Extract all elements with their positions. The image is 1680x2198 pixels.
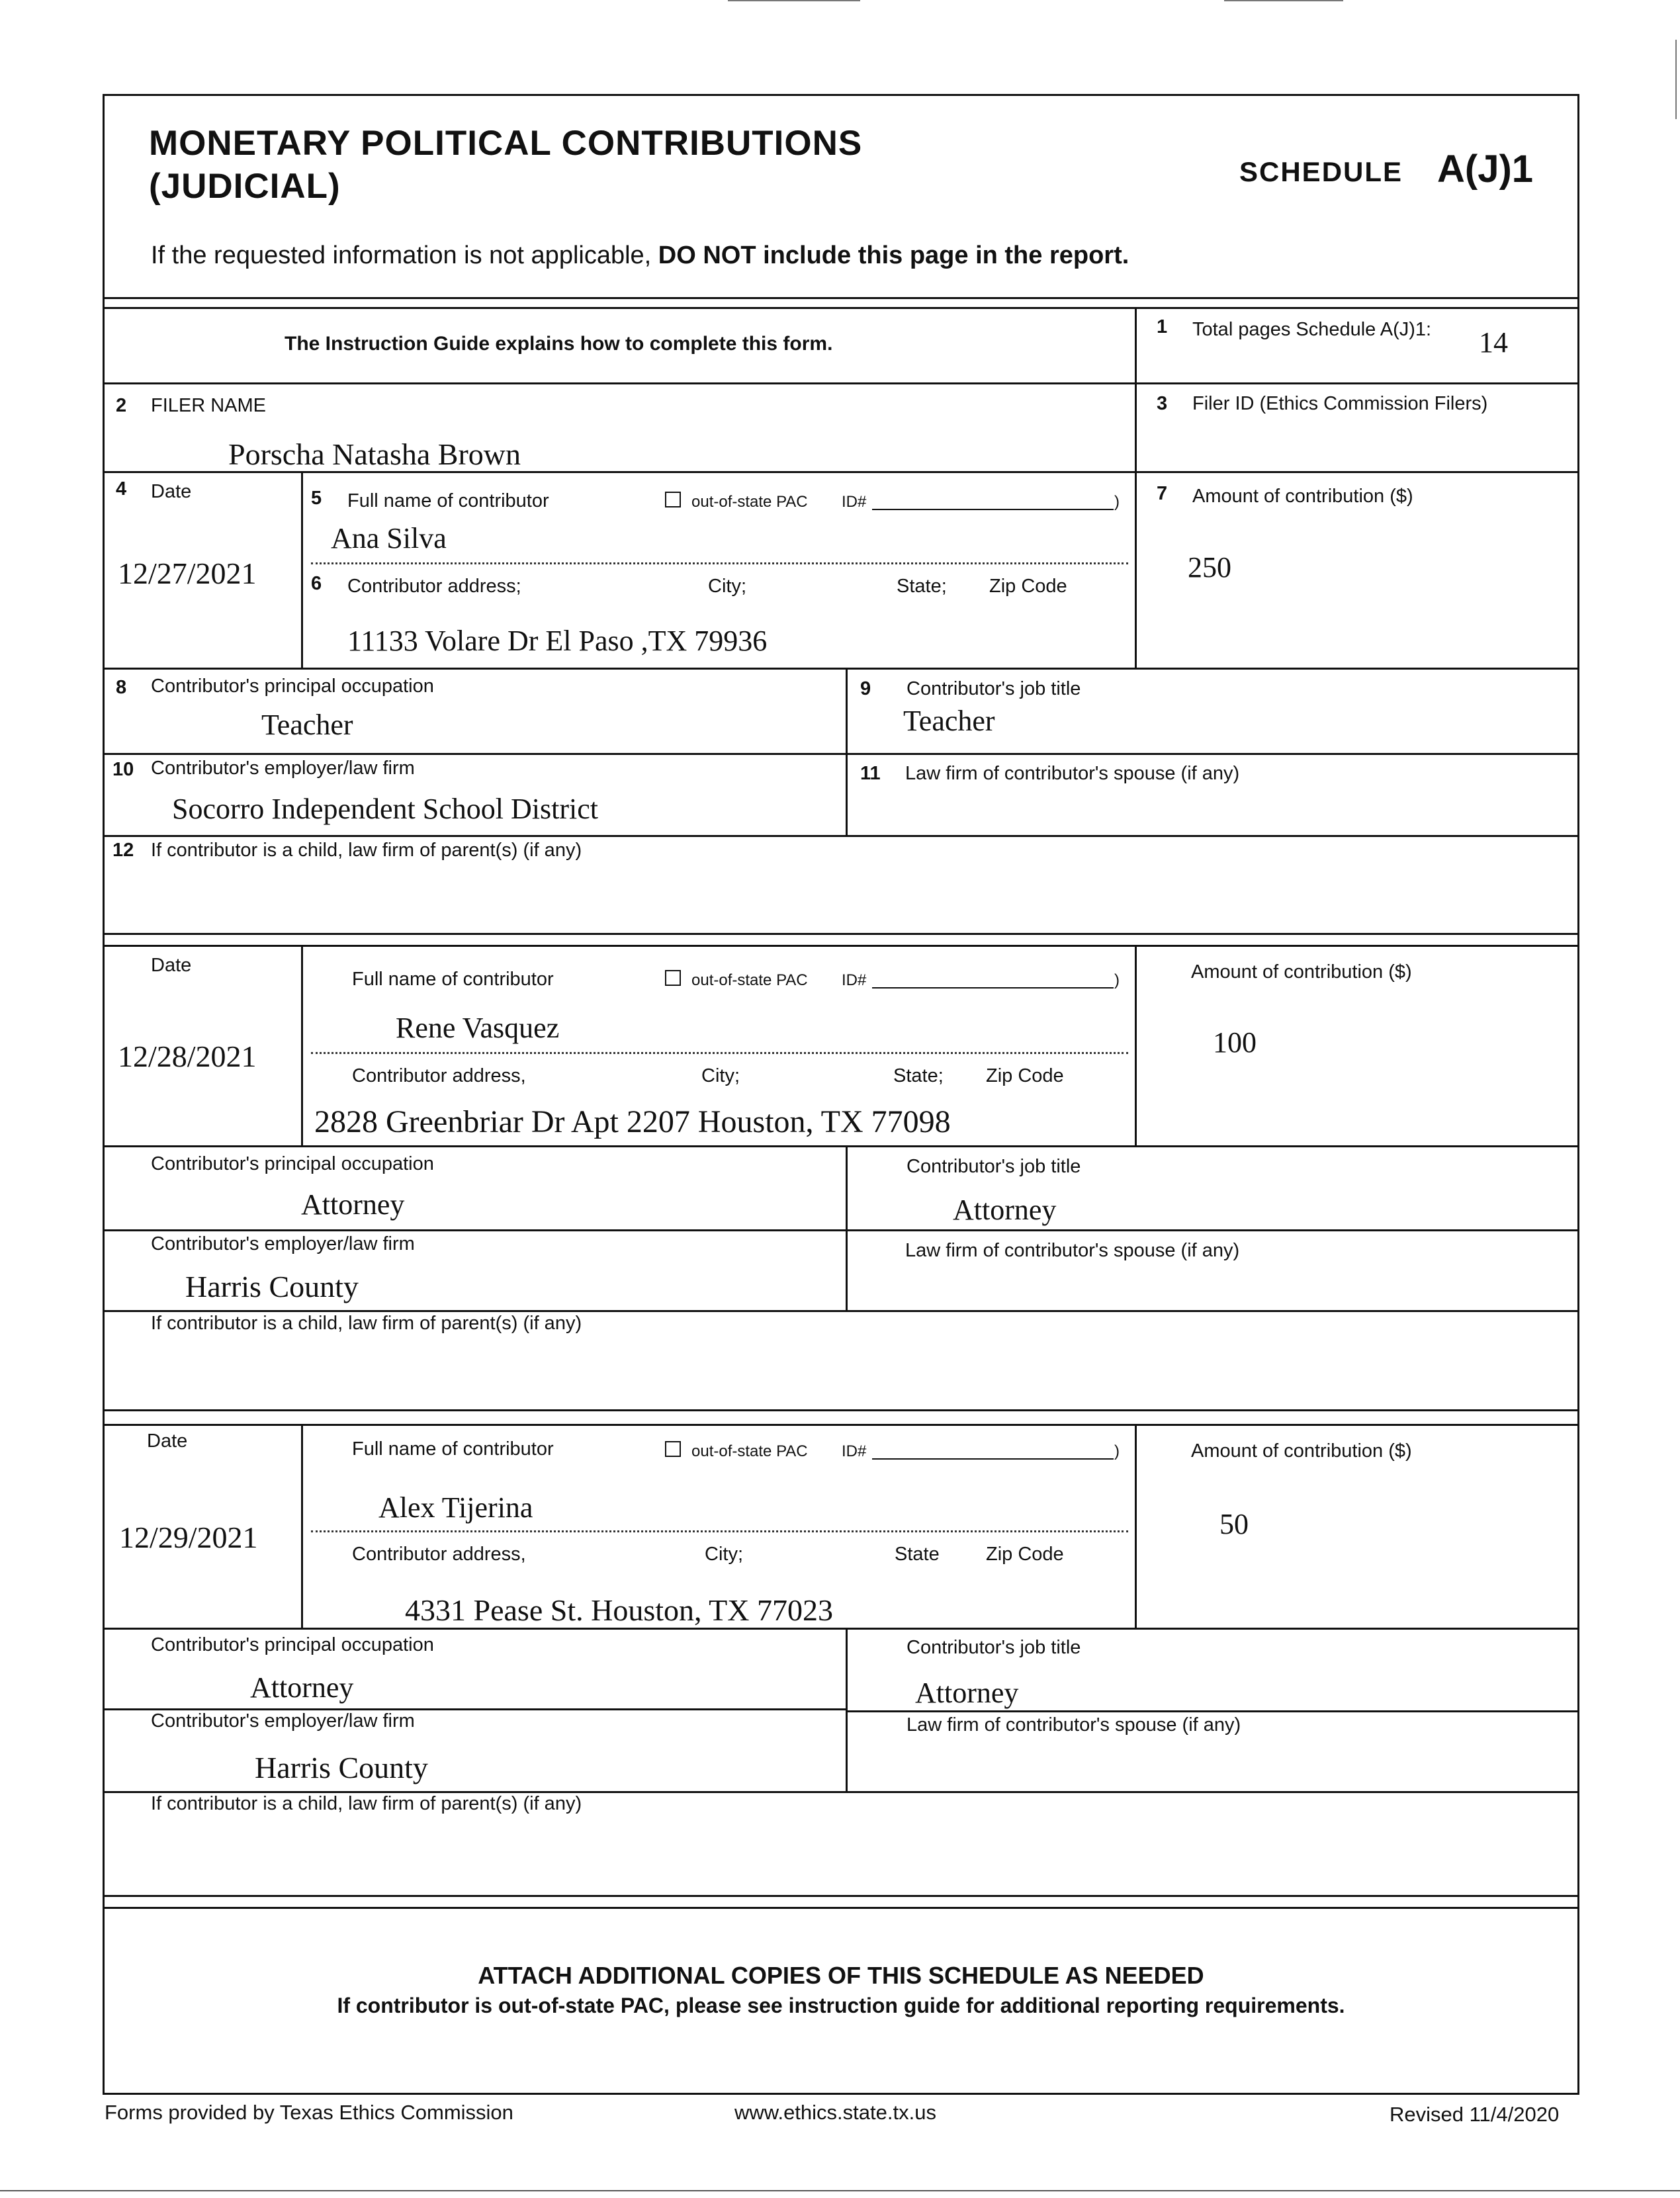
contribution-amount[interactable]: 100: [1213, 1026, 1257, 1059]
divider: [103, 1895, 1579, 1897]
filer-name-value[interactable]: Porscha Natasha Brown: [228, 437, 521, 471]
instruction-bold-text: DO NOT include this page in the report.: [658, 242, 1129, 269]
occupation-label: Contributor's principal occupation: [151, 1634, 434, 1655]
contributor-employer[interactable]: Socorro Independent School District: [172, 793, 598, 825]
contributor-name[interactable]: Alex Tijerina: [378, 1491, 533, 1524]
employer-label: Contributor's employer/law firm: [151, 758, 415, 779]
instruction-line: [151, 242, 1129, 270]
filer-id-label: Filer ID (Ethics Commission Filers): [1192, 393, 1488, 414]
city-label: City;: [701, 1065, 740, 1086]
divider: [103, 668, 1579, 670]
divider: [103, 1310, 1579, 1312]
date-label: Date: [151, 955, 192, 976]
child-firm-label: If contributor is a child, law firm of parent(s) (if any): [151, 1793, 582, 1814]
state-label: State: [895, 1544, 940, 1565]
divider: [301, 945, 303, 1145]
employer-label: Contributor's employer/law firm: [151, 1233, 415, 1254]
out-of-state-pac-label: out-of-state PAC: [691, 1442, 808, 1460]
id-label: ID#: [842, 971, 867, 989]
divider: [301, 1424, 303, 1628]
id-label: ID#: [842, 1442, 867, 1460]
divider: [103, 933, 1579, 935]
contributor-job-title[interactable]: Attorney: [915, 1677, 1019, 1709]
state-label: State;: [897, 576, 947, 597]
field-number: 4: [116, 478, 127, 500]
divider: [1135, 1424, 1137, 1628]
contributor-job-title[interactable]: Attorney: [953, 1194, 1057, 1226]
dotted-line: [311, 1530, 1128, 1532]
contributor-address-label: Contributor address,: [352, 1544, 526, 1565]
field-number: 7: [1157, 483, 1168, 504]
field-number: 2: [116, 395, 127, 416]
schedule-code: A(J)1: [1437, 148, 1534, 191]
field-number: 10: [112, 759, 134, 780]
total-pages-value[interactable]: 14: [1479, 326, 1508, 359]
out-of-state-pac-checkbox[interactable]: [665, 970, 681, 986]
out-of-state-pac-label: out-of-state PAC: [691, 971, 808, 989]
field-number: 11: [860, 763, 881, 784]
id-label: ID#: [842, 493, 867, 511]
dotted-line: [311, 1052, 1128, 1054]
divider: [1135, 307, 1137, 668]
field-number: 5: [311, 488, 322, 509]
job-title-label: Contributor's job title: [906, 678, 1081, 699]
divider: [846, 1145, 848, 1310]
attach-copies-note: ATTACH ADDITIONAL COPIES OF THIS SCHEDULE AS NEEDED: [478, 1962, 1204, 1989]
contributor-name-label: Full name of contributor: [352, 1438, 554, 1460]
divider: [103, 1424, 1579, 1426]
divider: [103, 307, 1579, 309]
date-label: Date: [147, 1430, 188, 1452]
contributor-occupation[interactable]: Teacher: [261, 709, 353, 741]
city-label: City;: [705, 1544, 743, 1565]
form-title-line2: (JUDICIAL): [149, 167, 341, 206]
out-of-state-pac-label: out-of-state PAC: [691, 493, 808, 511]
zip-code-label: Zip Code: [986, 1065, 1064, 1086]
job-title-label: Contributor's job title: [906, 1156, 1081, 1177]
occupation-label: Contributor's principal occupation: [151, 1153, 434, 1174]
footer-provider: Forms provided by Texas Ethics Commission: [105, 2101, 513, 2124]
contribution-amount[interactable]: 250: [1188, 551, 1231, 584]
date-label: Date: [151, 481, 192, 502]
contributor-address-label: Contributor address;: [347, 576, 521, 597]
contributor-name[interactable]: Rene Vasquez: [396, 1012, 560, 1044]
contribution-date[interactable]: 12/27/2021: [118, 556, 257, 590]
field-number: 3: [1157, 393, 1168, 414]
id-paren: ): [1114, 971, 1120, 989]
field-number: 1: [1157, 316, 1168, 337]
filer-name-label: FILER NAME: [151, 395, 267, 416]
contribution-date[interactable]: 12/28/2021: [118, 1039, 257, 1073]
instruction-text: If the requested information is not applicable,: [151, 242, 652, 269]
out-of-state-pac-checkbox[interactable]: [665, 492, 681, 507]
out-of-state-pac-note: If contributor is out-of-state PAC, please see instruction guide for additional reporting requirements.: [337, 1994, 1345, 2017]
contribution-date[interactable]: 12/29/2021: [119, 1520, 258, 1554]
id-paren: ): [1114, 1442, 1120, 1460]
scan-edge-top: [728, 0, 860, 1]
contributor-job-title[interactable]: Teacher: [903, 705, 995, 737]
footer-website[interactable]: www.ethics.state.tx.us: [734, 2101, 936, 2124]
contributor-employer[interactable]: Harris County: [255, 1751, 428, 1784]
amount-label: Amount of contribution ($): [1192, 486, 1413, 507]
spouse-firm-label: Law firm of contributor's spouse (if any): [905, 763, 1240, 784]
contributor-name[interactable]: Ana Silva: [331, 522, 447, 554]
divider: [103, 1907, 1579, 1909]
dotted-line: [311, 562, 1128, 564]
field-number: 8: [116, 677, 127, 698]
divider: [846, 1710, 1579, 1712]
divider: [103, 1229, 1579, 1231]
divider: [103, 945, 1579, 947]
pac-id-line[interactable]: [872, 1458, 1114, 1460]
divider: [103, 471, 1579, 473]
divider: [103, 297, 1579, 299]
divider: [103, 382, 1579, 384]
divider: [301, 471, 303, 668]
contributor-name-label: Full name of contributor: [347, 490, 549, 511]
divider: [1135, 945, 1137, 1145]
field-number: 9: [860, 678, 871, 699]
contributor-employer[interactable]: Harris County: [185, 1270, 359, 1303]
state-label: State;: [893, 1065, 944, 1086]
out-of-state-pac-checkbox[interactable]: [665, 1441, 681, 1457]
contributor-occupation[interactable]: Attorney: [301, 1188, 405, 1221]
contributor-name-label: Full name of contributor: [352, 969, 554, 990]
field-number: 12: [112, 840, 134, 861]
contributor-occupation[interactable]: Attorney: [250, 1671, 354, 1704]
child-firm-label: If contributor is a child, law firm of parent(s) (if any): [151, 840, 582, 861]
pac-id-line[interactable]: [872, 509, 1114, 510]
scan-edge-right: [1675, 40, 1677, 119]
occupation-label: Contributor's principal occupation: [151, 676, 434, 697]
amount-label: Amount of contribution ($): [1191, 1440, 1412, 1462]
schedule-label: SCHEDULE: [1239, 156, 1403, 187]
scan-edge-top-2: [1224, 0, 1343, 1]
contributor-address[interactable]: 11133 Volare Dr El Paso ,TX 79936: [347, 625, 768, 657]
total-pages-label: Total pages Schedule A(J)1:: [1192, 319, 1432, 340]
divider: [103, 1409, 1579, 1411]
divider: [103, 753, 1579, 755]
employer-label: Contributor's employer/law firm: [151, 1710, 415, 1732]
field-number: 6: [311, 573, 322, 594]
contributor-address-label: Contributor address,: [352, 1065, 526, 1086]
job-title-label: Contributor's job title: [906, 1637, 1081, 1658]
city-label: City;: [708, 576, 746, 597]
scan-edge-bottom: [0, 2190, 1680, 2191]
contributor-address[interactable]: 2828 Greenbriar Dr Apt 2207 Houston, TX 77098: [314, 1104, 951, 1139]
divider: [846, 668, 848, 835]
child-firm-label: If contributor is a child, law firm of parent(s) (if any): [151, 1313, 582, 1334]
footer-revision: Revised 11/4/2020: [1390, 2103, 1560, 2126]
form-title-line1: MONETARY POLITICAL CONTRIBUTIONS: [149, 124, 863, 163]
contributor-address[interactable]: 4331 Pease St. Houston, TX 77023: [405, 1593, 833, 1627]
pac-id-line[interactable]: [872, 987, 1114, 989]
divider: [103, 1628, 1579, 1630]
zip-code-label: Zip Code: [989, 576, 1067, 597]
amount-label: Amount of contribution ($): [1191, 961, 1412, 983]
zip-code-label: Zip Code: [986, 1544, 1064, 1565]
spouse-firm-label: Law firm of contributor's spouse (if any): [906, 1714, 1241, 1736]
contribution-amount[interactable]: 50: [1219, 1508, 1249, 1540]
divider: [103, 835, 1579, 837]
divider: [103, 1145, 1579, 1147]
spouse-firm-label: Law firm of contributor's spouse (if any): [905, 1240, 1240, 1261]
id-paren: ): [1114, 493, 1120, 511]
instruction-guide-note: The Instruction Guide explains how to complete this form.: [285, 333, 833, 355]
